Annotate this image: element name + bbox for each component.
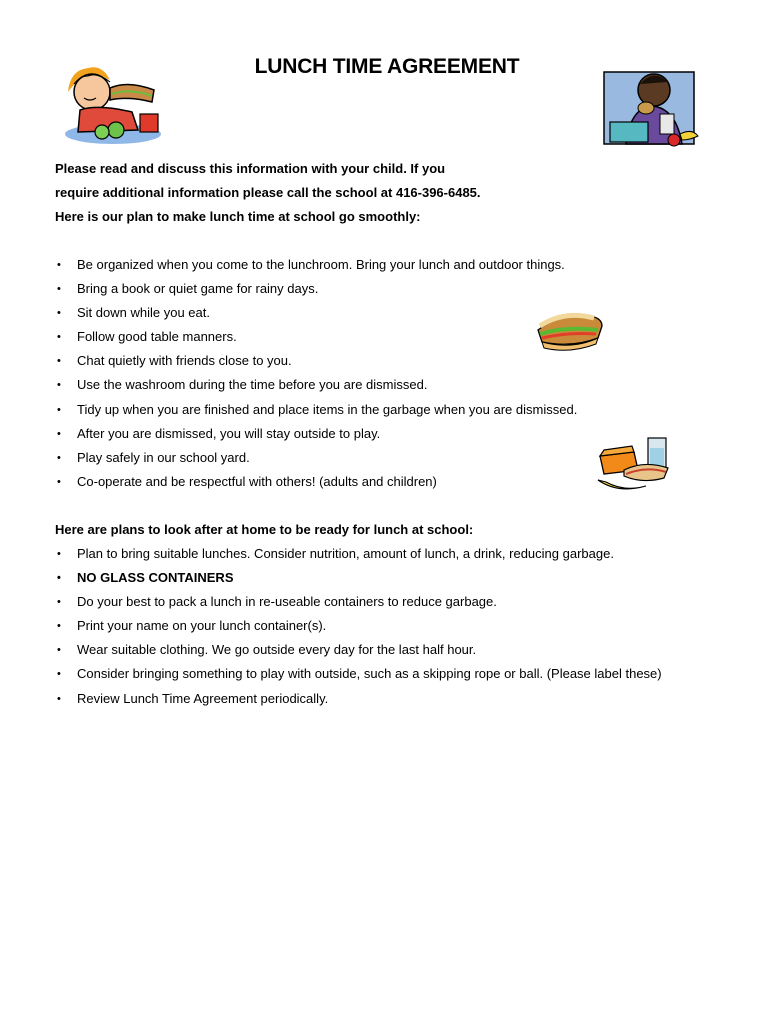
list-item-text: NO GLASS CONTAINERS xyxy=(77,570,234,586)
bullet-icon: • xyxy=(57,451,61,464)
list-item-text: Do your best to pack a lunch in re-useable containers to reduce garbage. xyxy=(77,594,497,610)
list-item-text: Bring a book or quiet game for rainy days. xyxy=(77,281,319,297)
list-item xyxy=(55,616,662,640)
list-item xyxy=(55,279,577,303)
home-plans-heading: Here are plans to look after at home to be ready for lunch at school: xyxy=(55,522,474,537)
list-item xyxy=(55,568,662,592)
list-item-text: Plan to bring suitable lunches. Consider nutrition, amount of lunch, a drink, reducing garbage. xyxy=(77,546,614,561)
list-item-text: Print your name on your lunch container(s). xyxy=(77,618,327,634)
sandwich-icon xyxy=(532,308,608,356)
boy-eating-sandwich-icon xyxy=(58,62,170,146)
bullet-icon: • xyxy=(57,596,61,609)
bullet-icon: • xyxy=(57,355,61,368)
bullet-icon: • xyxy=(57,259,61,271)
bullet-icon: • xyxy=(57,379,61,392)
list-item-text: Review Lunch Time Agreement periodically. xyxy=(77,690,329,706)
list-item xyxy=(55,544,662,568)
bullet-icon: • xyxy=(57,692,61,705)
bullet-icon: • xyxy=(57,668,61,681)
bullet-icon: • xyxy=(57,475,61,488)
bullet-icon: • xyxy=(57,283,61,296)
intro-line: Here is our plan to make lunch time at school go smoothly: xyxy=(55,209,421,224)
list-item xyxy=(55,592,662,616)
bullet-icon: • xyxy=(57,403,61,416)
list-item xyxy=(55,424,577,448)
bullet-icon: • xyxy=(57,331,61,344)
list-item-text: Chat quietly with friends close to you. xyxy=(77,353,292,369)
intro-line: require additional information please call the school at 416-396-6485. xyxy=(55,185,481,200)
bullet-icon: • xyxy=(57,307,61,320)
list-item xyxy=(55,664,662,688)
list-item-text: Co-operate and be respectful with others! (adults and children) xyxy=(77,473,437,489)
list-item xyxy=(55,255,577,279)
list-item-text: After you are dismissed, you will stay outside to play. xyxy=(77,425,381,441)
bullet-icon: • xyxy=(57,644,61,657)
man-eating-lunch-icon xyxy=(600,62,700,154)
list-item xyxy=(55,351,577,375)
list-item-text: Tidy up when you are finished and place items in the garbage when you are dismissed. xyxy=(77,401,578,417)
list-item xyxy=(55,303,577,327)
list-item-text: Play safely in our school yard. xyxy=(77,449,250,465)
bullet-icon: • xyxy=(57,427,61,440)
list-item-text: Wear suitable clothing. We go outside every day for the last half hour. xyxy=(77,642,477,658)
bullet-icon: • xyxy=(57,572,61,585)
list-item-text: Be organized when you come to the lunchroom. Bring your lunch and outdoor things. xyxy=(77,257,565,272)
list-item-text: Follow good table manners. xyxy=(77,329,237,345)
intro-line: Please read and discuss this information with your child. If you xyxy=(55,161,446,176)
lunchroom-rules-list xyxy=(55,255,577,496)
list-item-text: Sit down while you eat. xyxy=(77,305,210,321)
intro-text xyxy=(55,159,481,231)
list-item-text: Use the washroom during the time before you are dismissed. xyxy=(77,377,428,393)
bullet-icon: • xyxy=(57,620,61,633)
list-item xyxy=(55,689,662,713)
list-item xyxy=(55,472,577,496)
list-item xyxy=(55,375,577,399)
bullet-icon: • xyxy=(57,548,61,560)
lunchbox-icon xyxy=(594,434,678,494)
home-plans-list xyxy=(55,544,662,713)
list-item xyxy=(55,400,577,424)
list-item xyxy=(55,640,662,664)
list-item xyxy=(55,448,577,472)
list-item-text: Consider bringing something to play with outside, such as a skipping rope or ball. (Please label these) xyxy=(77,666,662,682)
list-item xyxy=(55,327,577,351)
page-title: LUNCH TIME AGREEMENT xyxy=(254,55,520,78)
